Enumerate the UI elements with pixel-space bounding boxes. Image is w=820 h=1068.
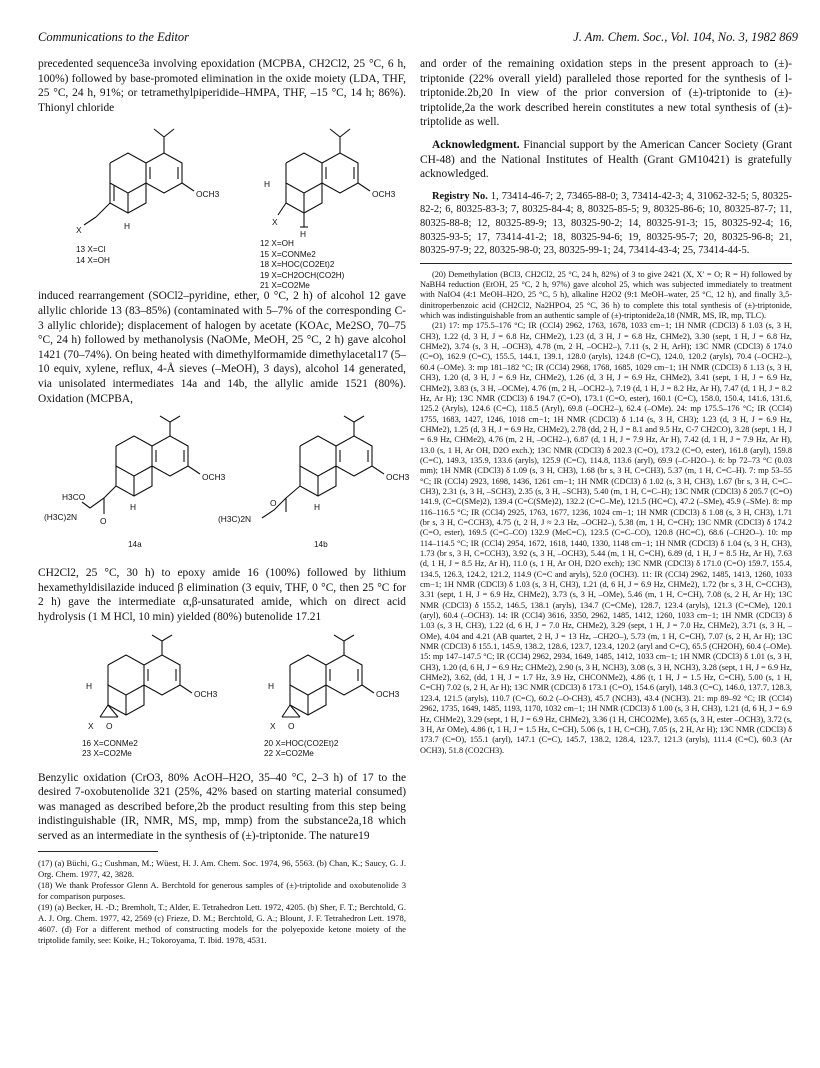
atom-h3co: H3CO [62, 492, 86, 503]
atom-h: H [300, 229, 307, 240]
structure-14b [218, 416, 410, 524]
compound-label: 21 X=CO2Me [260, 281, 310, 291]
paragraph-benzylic-oxidation: Benzylic oxidation (CrO3, 80% AcOH–H2O, 35–40 °C, 2–3 h) of 17 to the desired 7-oxobutenolide 321 (25%, 42% based on starting material consumed) was managed as described before,2b the product resulting from this step being indistinguishable (IR, NMR, MS, mp, mmp) from the substance2a,18 which served as an intermediate in the synthesis of (±)-triptonide. The nature19 [38, 771, 406, 842]
atom-o: O [106, 720, 113, 731]
header-journal-citation: J. Am. Chem. Soc., Vol. 104, No. 3, 1982 869 [573, 30, 798, 44]
compound-label: 16 X=CONMe2 [82, 738, 138, 748]
registry-body: 1, 73414-46-7; 2, 73465-88-0; 3, 73414-42-3; 4, 31062-32-5; 5, 80325-82-2; 6, 80325-83-3; 7, 80325-84-4; 8, 80325-85-5; 9, 80325-86-6; 10, 80325-87-7; 11, 80325-88-8; 12, 80325-89-9; 13, 80325-90-2; 14, 80325-91-3; 15, 80325-92-4; 16, 80325-93-5; 17, 73414-41-2; 18, 80325-94-6; 19, 80325-95-7; 20, 80325-96-8; 21, 80325-97-9; 22, 80325-98-0; 23, 80325-99-1; 24, 73414-43-4; 25, 73414-44-5. [420, 190, 792, 257]
structure-14a [44, 416, 226, 526]
structure-scheme-1 [38, 125, 406, 291]
registry-heading: Registry No. [432, 190, 488, 202]
paragraph-rearrangement: induced rearrangement (SOCl2–pyridine, ether, 0 °C, 2 h) of alcohol 12 gave allylic chloride 13 (83–85%) (contaminated with 5–7% of the corresponding C-3 allylic chloride); displacement of halogen by acetate (KOAc, Me2SO, 70–75 °C, 24 h) followed by methanolysis (NaOMe, MeOH, 25 °C, 2 h) gave alcohol 1421 (70–74%). On being heated with dimethylformamide dimethylacetal17 (5–10 equiv, xylene, reflux, 4-Å sieves (–MeOH), 3 days), alcohol 14 generated, via unisolated intermediates 14a and 14b, the allylic amide 1521 (80%). Oxidation (MCPBA, [38, 290, 406, 405]
atom-o: O [288, 720, 295, 731]
structure-scheme-2 [38, 416, 410, 558]
left-column [38, 57, 410, 946]
compound-label: 15 X=CONMe2 [260, 249, 316, 259]
compound-label: 18 X=HOC(CO2Et)2 [260, 260, 335, 270]
atom-x: X [88, 720, 94, 731]
compound-label: 23 X=CO2Me [82, 749, 132, 758]
atom-n-dimethyl: (H3C)2N [44, 512, 78, 523]
atom-n-dimethyl: (H3C)2N [218, 514, 252, 525]
structure-scheme-3 [38, 635, 406, 763]
paragraph-epoxy-amide: CH2Cl2, 25 °C, 30 h) to epoxy amide 16 (100%) followed by lithium hexamethyldisilazide induced β elimination (3 equiv, THF, 0 °C, then 25 °C for 2 h) gave the intermediate α,β-unsaturated amide, which on direct acid hydrolysis (1 M HCl, 10 min) yielded (80%) butenolide 17.21 [38, 567, 406, 623]
acknowledgment-heading: Acknowledgment. [432, 138, 520, 151]
scheme-3-labels-left [82, 739, 138, 760]
scheme-2-structures [38, 416, 410, 558]
footnote-separator [38, 851, 158, 852]
atom-och3: OCH3 [196, 189, 220, 200]
structure-13-14 [76, 129, 220, 235]
atom-h: H [314, 502, 321, 513]
registry-numbers [420, 190, 792, 258]
atom-h: H [264, 179, 271, 190]
footnote-18: (18) We thank Professor Glenn A. Berchtold for generous samples of (±)-triptolide and oxobutenolide 3 for comparison purposes. [38, 880, 406, 902]
atom-och3: OCH3 [386, 472, 410, 483]
atom-och3: OCH3 [194, 688, 218, 699]
atom-x: X [270, 720, 276, 731]
scheme-3-labels-right [264, 739, 338, 760]
right-column [420, 57, 792, 756]
running-header [38, 30, 798, 48]
scheme-2-label-14b: 14b [314, 540, 328, 550]
paragraph-triptonide: and order of the remaining oxidation steps in the present approach to (±)-triptonide (22% overall yield) paralleled those reported for the synthesis of l-triptonide.2b,20 In view of the prior conversion of (±)-triptonide to (±)-triptolide,2a the work described herein constitutes a new total synthesis of (±)-triptolide as well. [420, 58, 792, 129]
compound-label: 19 X=CH2OCH(CO2H) [260, 270, 345, 280]
atom-h: H [268, 680, 275, 691]
atom-och3: OCH3 [376, 688, 400, 699]
structure-16-23 [86, 635, 218, 731]
structure-12-series [264, 129, 396, 239]
scheme-2-label-14a: 14a [128, 540, 142, 550]
atom-x: X [76, 225, 82, 236]
atom-h: H [86, 680, 93, 691]
paragraph-epoxidation: precedented sequence3a involving epoxidation (MCPBA, CH2Cl2, 25 °C, 6 h, 100%) followed by base-promoted elimination in the oxide moiety (LDA, THF, 25 °C, 24 h, 91%; or tetramethylpiperidide–HMPA, THF, –15 °C, 14 h; 86%). Thionyl chloride [38, 58, 406, 114]
footnote-separator [420, 263, 792, 264]
atom-och3: OCH3 [372, 189, 396, 200]
compound-label: 20 X=HOC(CO2Et)2 [264, 738, 339, 748]
atom-h: H [130, 502, 137, 513]
footnote-21: (21) 17: mp 175.5–176 °C; IR (CCl4) 2962, 1763, 1678, 1033 cm−1; 1H NMR (CDCl3) δ 1.03 (s, 3 H, CH3), 1.22 (d, 3 H, J = 6.8 Hz, CHMe2), 1.23 (d, 3 H, J = 6.8 Hz, CHMe2), 3.30 (sept, 1 H, J = 6.8 Hz, CHMe2), 3.74 (s, 3 H, –OCH3), 4.78 (m, 2 H, –OCH2–), 7.11 (s, 2 H, ArH); 13C NMR (CDCl3) δ 174.0 (C=O), 162.9 (C=C), 155.5, 144.1, 139.1, 128.0 (aryls), 124.8 (C=C), 124.0, 120.2 (aryls), 70.4 (–OCH2–), 60.4 (–OMe). 3: mp 181–182 °C; IR (CCl4) 2968, 1768, 1685, 1029 cm−1; 1H NMR (CDCl3) δ 1.13 (s, 3 H, CH3), 1.20 (d, 3 H, J = 6.9 Hz, CHMe2), 1.26 (d, 3 H, J = 6.9 Hz, CHMe2), 3.41 (sept, 1 H, J = 6.9 Hz, CHMe2), 3.83 (s, 3 H, –OCMe), 4.76 (m, 2 H, –OCH2–), 7.19 (d, 1 H, J = 8.2 Hz, Ar H), 7.47 (d, 1 H, J = 8.2 Hz, Ar H); 13C NMR (CDCl3) δ 194.7 (C=O), 173.1 (C=O, ester), 160.1 (C=C), 158.0, 150.4, 141.6, 131.6, 125.2 (Aryls), 124.6 (C=C), 118.5 (Aryl), 69.8 (–OCH2–), 62.4 (–OMe). 24: mp 175.5–176 °C; IR (CCl4) 1755, 1683, 1427, 1246, 1018 cm−1; 1H NMR (CDCl3) δ 1.14 (s, 3 H, CH3); 1.23 (d, 3 H, J = 6.9 Hz, CHMe2), 1.25 (d, 3 H, J = 6.9 Hz, CHMe2), 2.78 (dd, 2 H, J = 8.1 and 9.5 Hz, C-7 CH2CO), 3.28 (sept, 1 H, J = 6.9 Hz, CHMe2), 4.76 (m, 2 H, –OCH2–), 6.87 (d, 1 H, J = 7.9 Hz, Ar H), 7.42 (d, 1 H, J = 7.9 Hz, Ar H), 13.0 (s, 1 H, Ar OH, D2O exch.); 13C NMR (CDCl3) δ 202.3 (C=O), 173.2 (C=O, ester), 161.8 (aryl), 159.8 (C=C), 149.3, 135.9, 133.6 (aryls), 125.9 (C=C), 114.8, 113.6 (aryl), 69.9 (–C-H2O–). 6: bp 72–73 °C (0.03 mm); 1H NMR (CDCl3) δ 1.09 (s, 3 H, CH3), 1.68 (br s, 3 H, C=CH3), 5.37 (m, 1 H, C=C–H). 7: mp 53–55 °C; IR (CCl4) 2923, 1698, 1436, 1261 cm−1; 1H NMR (CDCl3) δ 1.02 (s, 3 H, CH3), 1.67 (br s, 3 H, C=C–CH3), 2.31 (s, 3 H, –SCH3), 2.35 (s, 3 H, –SCH3), 5.40 (m, 1 H, C=C–H); 13C NMR (CDCl3) δ 205.7 (C=O) 141.9, (C=C(SMe)2), 139.4 (C=C(SMe)2), 132.2 (C=C–Me), 121.5 (HC=C), 47.2 (–SMe), 45.9 (–SMe). 8: mp 116–116.5 °C; IR (CCl4) 2925, 1763, 1677, 1236, 1024 cm−1; 1H NMR (CDCl3) δ 1.08 (s, 3 H, CH3), 1.71 (br s, 3 H, C=CCH3), 4.75 (t, 2 H, J ≈ 2.3 Hz, –OCH2–), 5.38 (m, 1 H, C=CH); 13C NMR (CDCl3) δ 174.2 (C=O, ester), 169.5 (C=C–CO) 132.9 (MeC=C), 123.5 (C=C–CO), 120.8 (HC=C), 68.6 (–CH2O–). 10: mp 114–114.5 °C; IR (CCl4) 2954, 1672, 1618, 1440, 1330, 1148 cm−1; 1H NMR (CDCl3) δ 1.04 (s, 3 H, CH3), 1.73 (br s, 3 H, C=CCH3), 3.92 (s, 3 H, –OCH3), 5.44 (m, 1 H, C=CH), 6.89 (d, 1 H, J = 8.5 Hz, Ar H), 7.63 (d, 1 H, J = 8.5 Hz, Ar H), 11.0 (s, 1 H, Ar OH, D2O exch); 13C NMR (CDCl3) δ 171.0 (C=O) 159.7, 155.4, 134.5, 126.3, 124.2, 121.2, 114.9 (C=C and aryls), 52.0 (OCH3). 11: IR (CCl4) 2962, 1485, 1413, 1260, 1033 cm−1; 1H NMR (CDCl3) δ 1.03 (s, 3 H, CH3), 1.21 (d, 6 H, J = 6.9 Hz, CHMe2), 1.72 (br s, 3 H, C=CCH3), 3.31 (sept, 1 H, J = 6.9 Hz, CHMe2), 3.73 (s, 3 H, –OMe), 5.46 (m, 1 H, C=CH), 7.08 (s, 2 H, Ar H); 13C NMR (CDCl3) δ 155.2, 146.5, 138.1 (aryls), 134.7 (C=CMe), 128.7, 123.4 (aryls), 121.3 (C=CMe), 120.1 (aryl), 60.4 (–OCH3). 14: IR (CCl4) 3616, 3350, 2962, 1485, 1412, 1260, 1033 cm−1; 1H NMR (CDCl3) δ 1.03 (s, 3 H, CH3), 1.22 (d, 6 H, J = 7.0 Hz, CHMe2), 3.29 (sept, 1 H, J = 7.0 Hz, CHMe2), 3.71 (s, 3 H, –OMe), 4.04 and 4.21 (AB quartet, 2 H, J = 13 Hz, –CH2O–), 5.73 (m, 1 H, C=CH), 7.07 (s, 2 H, Ar H); 13C NMR (CDCl3) δ 155.1, 145.9, 138.2, 128.6, 123.7, 123.4, 120.2 (aryl and C=C), 65.5 (CH2OH), 60.4 (–OMe). 15: mp 147–147.5 °C; IR (CCl4) 2962, 2934, 1649, 1485, 1412, 1033 cm−1; 1H NMR (CDCl3) δ 1.01 (s, 3 H, CH3), 1.20 (d, 6 H, J = 6.9 Hz; CHMe2), 2.90 (s, 3 H, NCH3), 3.08 (s, 3 H, NCH3), 3.28 (sept, 1 H, J = 6.9 Hz, CHMe2), 3.62, (dd, 1 H, J = 1.7 Hz, 3.9 Hz, CHCONMe2), 4.86 (t, 1 H, J = 1.5 Hz, C=CH), 5.00 (s, 1 H, C=CH) 7.02 (s, 2 H, Ar H); 13C NMR (CDCl3) δ 173.1 (C=O), 154.6 (aryl), 148.3 (C=C), 146.0, 137.7, 128.3, 123.4, 121.5 (aryls), 110.7 (C=C), 60.2 (–O-CH3), 45.7 (NCH3), 43.4 (NCH3). 21: mp 89–92 °C; IR (CCl4) 2962, 1735, 1649, 1485, 1193, 1170, 1032 cm−1; 1H NMR (CDCl3) δ 1.00 (s, 3 H, CH3), 1.21 (d, 6 H, J = 6.9 Hz, CHMe2), 3.29 (sept, 1 H, J = 6.9 Hz, CHMe2), 3.36 (1 H, CHCO2Me), 3.65 (s, 3 H, ester –OCH3), 3.72 (s, 3 H, Ar OMe), 4.86 (t, 1 H, J = 1.5 Hz, C=CH), 5.06 (s, 1 H, C=CH), 7.05 (s, 2 H, Ar H); 13C NMR (CDCl3) δ 173.7 (C=O), 155.1 (aryl), 147.1 (C=C), 145.7, 138.2, 128.4, 123.7, 121.3 (aryls), 111.4 (C=C), 60.3 (Ar OCH3), 51.8 (CO2CH3). [420, 321, 792, 755]
footnote-17: (17) (a) Büchi, G.; Cushman, M.; Wüest, H. J. Am. Chem. Soc. 1974, 96, 5563. (b) Chan, K.; Saucy, G. J. Org. Chem. 1977, 42, 3828. [38, 858, 406, 880]
atom-o: O [100, 516, 107, 527]
compound-label: 13 X=Cl [76, 245, 106, 255]
scheme-1-labels-right [260, 239, 344, 292]
footnote-19: (19) (a) Becker, H. -D.; Bremholt, T.; Alder, E. Tetrahedron Lett. 1972, 4205. (b) Sher, F. T.; Berchtold, G. A. J. Org. Chem. 1977, 42, 2569 (c) Frieze, D. M.; Berchtold, G. A.; Blount, J. F. Tetrahedron Lett. 1978, 4607. (d) For a different method of constructing models for the polyepoxide ketone moiety of the triptolide family, see: Koike, H.; Tokoroyama, T. Ibid. 1978, 4531. [38, 902, 406, 945]
header-section-title: Communications to the Editor [38, 30, 190, 44]
acknowledgment [420, 138, 792, 182]
compound-label: 14 X=OH [76, 255, 110, 265]
atom-och3: OCH3 [202, 472, 226, 483]
acknowledgment-body: Financial support by the American Cancer Society (Grant CH-48) and the National Institutes of Health (Grant GM10421) is gratefully acknowledged. [420, 138, 792, 181]
footnote-20: (20) Demethylation (BCl3, CH2Cl2, 25 °C, 24 h, 82%) of 3 to give 2421 (X, X′ = O; R = H) followed by NaBH4 reduction (EtOH, 25 °C, 2 h, 97%) gave alcohol 25, which was subjected immediately to treatment with NaIO4 (4:1 MeOH–H2O, 25 °C, 5 h), alkaline H2O2 (9:1 MeOH–water, 25 °C, 12 h), and finally 3,5-dinitroperbenzoic acid (CH2Cl2, Na2HPO4, 25 °C, 36 h) to complete this total synthesis of (±)-triptonide, which was indistinguishable from an authentic sample of (±)-triptonide2a,18 (NMR, MS, IR, mp, TLC). [420, 269, 792, 321]
compound-label: 22 X=CO2Me [264, 749, 314, 758]
structure-20-22 [268, 635, 400, 731]
atom-x: X [272, 217, 278, 228]
atom-h: H [124, 221, 131, 232]
compound-label: 12 X=OH [260, 239, 294, 249]
scheme-1-labels-left [76, 245, 110, 266]
atom-o: O [270, 498, 277, 509]
